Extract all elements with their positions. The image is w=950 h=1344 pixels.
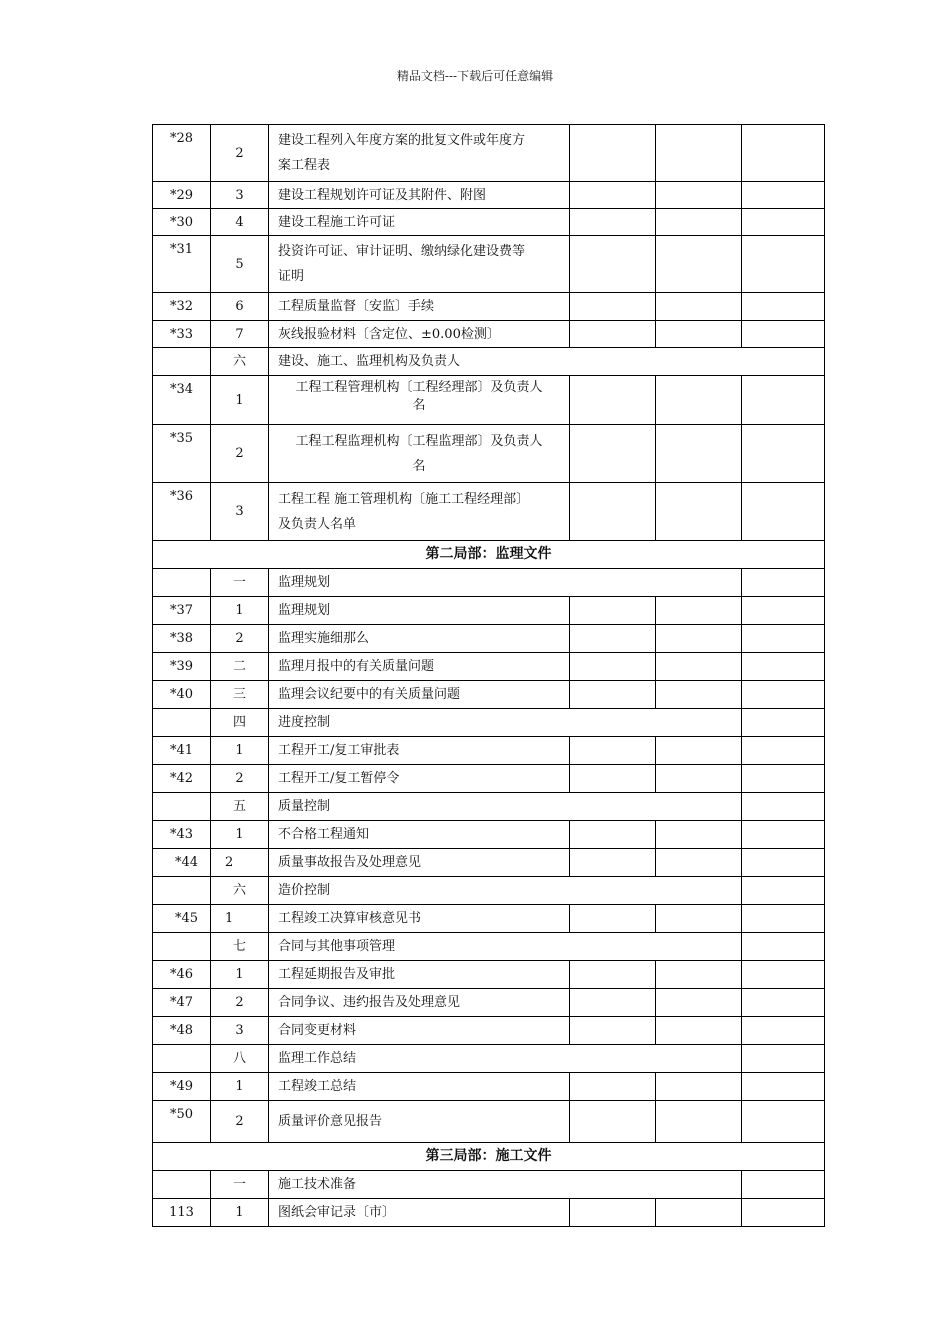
row-title: 建设工程施工许可证 — [269, 209, 570, 236]
section-row — [153, 1143, 825, 1171]
empty-cell — [742, 1101, 825, 1143]
empty-cell — [742, 681, 825, 709]
empty-cell — [742, 1073, 825, 1101]
row-number: 1 — [211, 961, 269, 989]
row-number: 5 — [211, 236, 269, 293]
empty-cell — [742, 877, 825, 905]
row-id — [153, 569, 211, 597]
row-title — [269, 236, 570, 293]
row-number: 1 — [211, 1199, 269, 1227]
row-id — [153, 1045, 211, 1073]
row-id: *33 — [153, 321, 211, 348]
row-title: 灰线报验材料〔含定位、±0.00检测〕 — [269, 321, 570, 348]
row-id: *50 — [153, 1101, 211, 1143]
empty-cell — [570, 849, 656, 877]
row-title-line: 建设工程列入年度方案的批复文件或年度方 — [278, 133, 526, 148]
empty-cell — [742, 821, 825, 849]
group-number: 六 — [211, 348, 269, 376]
table-row — [153, 376, 825, 425]
empty-cell — [656, 1101, 742, 1143]
table-row — [153, 625, 825, 653]
page-header: 精品文档---下载后可任意编辑 — [396, 69, 554, 83]
group-title: 进度控制 — [269, 709, 742, 737]
row-number: 三 — [211, 681, 269, 709]
empty-cell — [656, 653, 742, 681]
empty-cell — [742, 1045, 825, 1073]
row-number: 1 — [211, 905, 269, 933]
row-title — [269, 483, 570, 541]
empty-cell — [570, 625, 656, 653]
row-number: 2 — [211, 765, 269, 793]
empty-cell — [570, 821, 656, 849]
empty-cell — [570, 1199, 656, 1227]
empty-cell — [570, 961, 656, 989]
table-row — [153, 905, 825, 933]
empty-cell — [570, 125, 656, 182]
section-title: 第二局部：监理文件 — [153, 541, 825, 569]
group-row — [153, 569, 825, 597]
row-title — [269, 376, 570, 425]
archive-index-table — [152, 124, 825, 1227]
group-number: 四 — [211, 709, 269, 737]
group-row — [153, 793, 825, 821]
row-title — [269, 425, 570, 483]
row-id: *45 — [153, 905, 211, 933]
empty-cell — [656, 425, 742, 483]
row-id — [153, 709, 211, 737]
empty-cell — [742, 182, 825, 209]
group-title: 施工技术准备 — [269, 1171, 742, 1199]
group-row — [153, 348, 825, 376]
empty-cell — [570, 182, 656, 209]
empty-cell — [656, 293, 742, 321]
empty-cell — [742, 905, 825, 933]
empty-cell — [742, 653, 825, 681]
row-id: *32 — [153, 293, 211, 321]
row-title: 工程开工/复工暂停令 — [269, 765, 570, 793]
row-id: *48 — [153, 1017, 211, 1045]
table-row — [153, 989, 825, 1017]
empty-cell — [570, 425, 656, 483]
table-row — [153, 765, 825, 793]
group-number: 一 — [211, 569, 269, 597]
row-title: 工程延期报告及审批 — [269, 961, 570, 989]
empty-cell — [742, 709, 825, 737]
row-number: 3 — [211, 483, 269, 541]
empty-cell — [742, 425, 825, 483]
table-row — [153, 125, 825, 182]
empty-cell — [656, 236, 742, 293]
group-title: 质量控制 — [269, 793, 742, 821]
row-number: 1 — [211, 597, 269, 625]
row-title: 监理实施细那么 — [269, 625, 570, 653]
group-row — [153, 933, 825, 961]
empty-cell — [656, 321, 742, 348]
empty-cell — [742, 125, 825, 182]
empty-cell — [570, 737, 656, 765]
empty-cell — [742, 933, 825, 961]
empty-cell — [742, 961, 825, 989]
row-id: *44 — [153, 849, 211, 877]
empty-cell — [570, 765, 656, 793]
row-id: *42 — [153, 765, 211, 793]
row-id — [153, 348, 211, 376]
group-title: 监理规划 — [269, 569, 742, 597]
table-row — [153, 293, 825, 321]
row-id: *36 — [153, 483, 211, 541]
table-row — [153, 182, 825, 209]
row-id: *35 — [153, 425, 211, 483]
row-title: 不合格工程通知 — [269, 821, 570, 849]
empty-cell — [656, 376, 742, 425]
row-title-line: 投资许可证、审计证明、缴纳绿化建设费等 — [278, 244, 526, 259]
group-title: 合同与其他事项管理 — [269, 933, 742, 961]
row-number: 2 — [211, 989, 269, 1017]
row-id: 113 — [153, 1199, 211, 1227]
empty-cell — [570, 209, 656, 236]
row-id: *47 — [153, 989, 211, 1017]
row-title: 工程竣工总结 — [269, 1073, 570, 1101]
row-number: 1 — [211, 737, 269, 765]
row-title: 图纸会审记录〔市〕 — [269, 1199, 570, 1227]
row-id: *40 — [153, 681, 211, 709]
row-number: 1 — [211, 376, 269, 425]
row-id — [153, 793, 211, 821]
empty-cell — [742, 321, 825, 348]
empty-cell — [656, 765, 742, 793]
empty-cell — [656, 209, 742, 236]
row-id: *30 — [153, 209, 211, 236]
row-id: *46 — [153, 961, 211, 989]
table-row — [153, 321, 825, 348]
empty-cell — [570, 1017, 656, 1045]
table-row — [153, 1017, 825, 1045]
row-title-line: 工程工程管理机构〔工程经理部〕及负责人 — [295, 380, 543, 395]
row-title: 监理月报中的有关质量问题 — [269, 653, 570, 681]
row-number: 2 — [211, 625, 269, 653]
table-row — [153, 597, 825, 625]
empty-cell — [570, 1101, 656, 1143]
empty-cell — [570, 483, 656, 541]
empty-cell — [656, 905, 742, 933]
group-row — [153, 709, 825, 737]
group-row — [153, 1045, 825, 1073]
empty-cell — [656, 737, 742, 765]
table-row — [153, 236, 825, 293]
row-title: 建设工程规划许可证及其附件、附图 — [269, 182, 570, 209]
table-row — [153, 483, 825, 541]
empty-cell — [742, 1171, 825, 1199]
row-title: 工程质量监督〔安监〕手续 — [269, 293, 570, 321]
group-number: 五 — [211, 793, 269, 821]
row-number: 1 — [211, 1073, 269, 1101]
row-number: 2 — [211, 125, 269, 182]
table-row — [153, 821, 825, 849]
row-id: *49 — [153, 1073, 211, 1101]
row-title-line: 案工程表 — [278, 158, 331, 173]
row-id: *37 — [153, 597, 211, 625]
empty-cell — [742, 849, 825, 877]
empty-cell — [742, 483, 825, 541]
row-title: 合同争议、违约报告及处理意见 — [269, 989, 570, 1017]
row-title: 质量事故报告及处理意见 — [269, 849, 570, 877]
empty-cell — [742, 209, 825, 236]
empty-cell — [570, 653, 656, 681]
table-row — [153, 681, 825, 709]
row-title: 质量评价意见报告 — [269, 1101, 570, 1143]
table-row — [153, 1101, 825, 1143]
section-row — [153, 541, 825, 569]
row-number: 2 — [211, 1101, 269, 1143]
section-title: 第三局部：施工文件 — [153, 1143, 825, 1171]
row-id: *43 — [153, 821, 211, 849]
row-title: 工程开工/复工审批表 — [269, 737, 570, 765]
group-title: 监理工作总结 — [269, 1045, 742, 1073]
group-row — [153, 877, 825, 905]
empty-cell — [570, 989, 656, 1017]
group-number: 七 — [211, 933, 269, 961]
row-id: *29 — [153, 182, 211, 209]
empty-cell — [742, 1199, 825, 1227]
row-title-line: 名 — [412, 398, 426, 413]
empty-cell — [742, 1017, 825, 1045]
empty-cell — [742, 737, 825, 765]
row-id: *41 — [153, 737, 211, 765]
row-title-line: 工程工程监理机构〔工程监理部〕及负责人 — [295, 433, 543, 449]
empty-cell — [570, 681, 656, 709]
empty-cell — [742, 793, 825, 821]
empty-cell — [656, 1199, 742, 1227]
empty-cell — [656, 821, 742, 849]
row-id: *34 — [153, 376, 211, 425]
group-number: 一 — [211, 1171, 269, 1199]
table-row — [153, 1199, 825, 1227]
empty-cell — [656, 1073, 742, 1101]
empty-cell — [656, 483, 742, 541]
table-row — [153, 737, 825, 765]
empty-cell — [570, 376, 656, 425]
empty-cell — [570, 321, 656, 348]
table-row — [153, 425, 825, 483]
row-id — [153, 933, 211, 961]
row-title: 监理会议纪要中的有关质量问题 — [269, 681, 570, 709]
row-number: 3 — [211, 1017, 269, 1045]
group-number: 八 — [211, 1045, 269, 1073]
empty-cell — [656, 597, 742, 625]
empty-cell — [656, 681, 742, 709]
empty-cell — [570, 236, 656, 293]
empty-cell — [570, 1073, 656, 1101]
empty-cell — [570, 597, 656, 625]
group-number: 六 — [211, 877, 269, 905]
row-number: 4 — [211, 209, 269, 236]
table-row — [153, 209, 825, 236]
row-number: 2 — [211, 849, 269, 877]
empty-cell — [742, 376, 825, 425]
row-title-line: 及负责人名单 — [278, 516, 357, 532]
row-id: *31 — [153, 236, 211, 293]
empty-cell — [742, 765, 825, 793]
row-title-line: 证明 — [278, 269, 305, 284]
row-title: 监理规划 — [269, 597, 570, 625]
empty-cell — [656, 625, 742, 653]
row-title-line: 工程工程 施工管理机构〔施工工程经理部〕 — [278, 491, 530, 507]
row-number: 1 — [211, 821, 269, 849]
row-title — [269, 125, 570, 182]
table-row — [153, 961, 825, 989]
group-title: 造价控制 — [269, 877, 742, 905]
row-title-line: 名 — [412, 458, 426, 474]
empty-cell — [656, 849, 742, 877]
row-id: *39 — [153, 653, 211, 681]
group-row — [153, 1171, 825, 1199]
row-number: 2 — [211, 425, 269, 483]
row-number: 7 — [211, 321, 269, 348]
group-title: 建设、施工、监理机构及负责人 — [269, 348, 825, 376]
row-number: 二 — [211, 653, 269, 681]
empty-cell — [742, 236, 825, 293]
empty-cell — [570, 293, 656, 321]
empty-cell — [570, 905, 656, 933]
table-row — [153, 849, 825, 877]
row-id — [153, 1171, 211, 1199]
empty-cell — [742, 625, 825, 653]
empty-cell — [742, 597, 825, 625]
empty-cell — [742, 989, 825, 1017]
empty-cell — [656, 961, 742, 989]
row-title: 合同变更材料 — [269, 1017, 570, 1045]
empty-cell — [656, 125, 742, 182]
empty-cell — [742, 569, 825, 597]
table-row — [153, 653, 825, 681]
row-id — [153, 877, 211, 905]
row-id: *38 — [153, 625, 211, 653]
row-title: 工程竣工决算审核意见书 — [269, 905, 570, 933]
row-id: *28 — [153, 125, 211, 182]
empty-cell — [656, 182, 742, 209]
row-number: 3 — [211, 182, 269, 209]
empty-cell — [656, 989, 742, 1017]
table-row — [153, 1073, 825, 1101]
empty-cell — [656, 1017, 742, 1045]
row-number: 6 — [211, 293, 269, 321]
empty-cell — [742, 293, 825, 321]
